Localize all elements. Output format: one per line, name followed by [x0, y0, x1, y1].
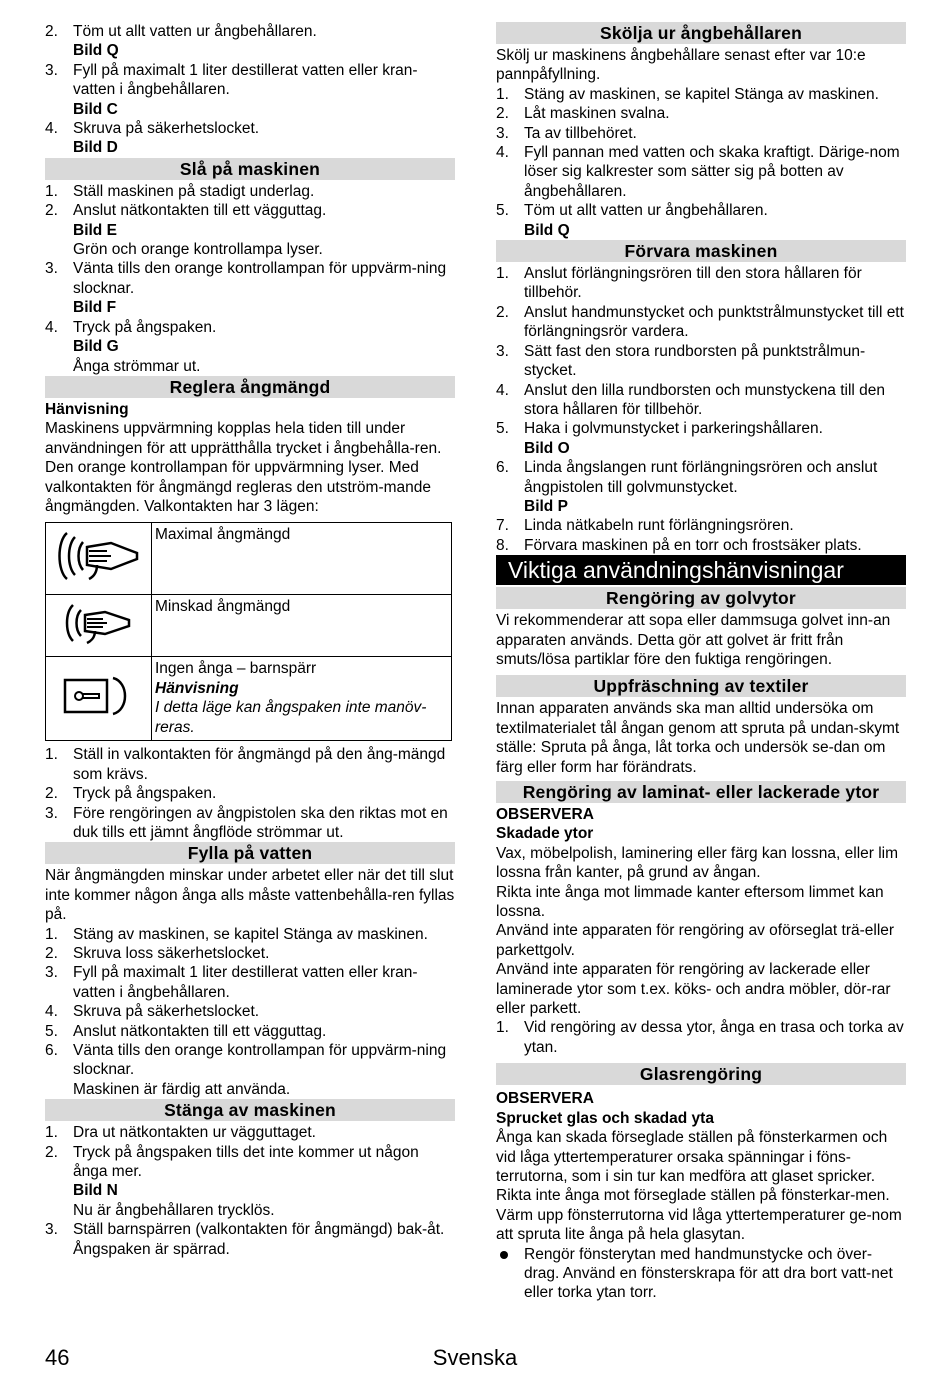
child-lock-icon	[46, 657, 152, 741]
list-item: 4. Skruva på säkerhetslocket.	[45, 1003, 260, 1021]
laminate-list	[496, 1018, 906, 1057]
bullet-item: Rengör fönsterytan med handmunstycke och över-drag. Använd en fönsterskrapa för att dra bort vatt-net eller torka ytan torr.	[496, 1245, 906, 1303]
switch-off-list	[45, 1123, 455, 1259]
list-item: 6. Linda ångslangen runt förlängningsrören och anslut ångpistolen till golvmunstycket. Bild P	[496, 459, 878, 515]
paragraph: När ångmängden minskar under arbetet eller när det till slut inte kommer någon ånga alls måste vattenbehålla-ren fyllas på.	[45, 867, 455, 924]
paragraph: Rikta inte ånga mot förseglade ställen på fönsterkar-men.	[496, 1187, 890, 1205]
reduced-steam-icon	[46, 595, 152, 657]
paragraph: Använd inte apparaten för rengöring av oförseglat trä-eller parkettgolv.	[496, 922, 895, 959]
paragraph: Rikta inte ånga mot limmade kanter eftersom limmet kan lossna.	[496, 883, 884, 921]
paragraph: Ånga kan skada förseglade ställen på fönsterkarmen och vid låga yttertemperaturer orsaka spänningar i föns-terrutorna, som i sin tur kan medföra att glaset spricker.	[496, 1129, 888, 1185]
section-heading: Glasrengöring	[496, 1063, 906, 1085]
maximal-steam-icon	[46, 523, 152, 595]
list-item: 3. Ställ barnspärren (valkontakten för ångmängd) bak-åt. Ångspaken är spärrad.	[45, 1221, 445, 1258]
mode-label: Ingen ånga – barnspärr	[155, 660, 317, 678]
section-heading: Uppfräschning av textiler	[496, 675, 906, 697]
list-item: 2. Skruva loss säkerhetslocket.	[45, 945, 270, 962]
paragraph: Skölj ur maskinens ångbehållare senast efter var 10:e pannpåfyllning.	[496, 47, 866, 84]
list-item: 1. Dra ut nätkontakten ur vägguttaget.	[45, 1124, 316, 1142]
list-item: 2. Töm ut allt vatten ur ångbehållaren. Bild Q	[45, 23, 317, 60]
list-item: 6. Vänta tills den orange kontrollampan för uppvärm-ning slocknar. Maskinen är färdig att använda.	[45, 1042, 447, 1098]
section-heading: Rengöring av laminat- eller lackerade ytor	[496, 781, 906, 803]
list-item: 1. Vid rengöring av dessa ytor, ånga en trasa och torka av ytan.	[496, 1019, 904, 1056]
list-item: 3. Sätt fast den stora rundborsten på punktstrålmun-stycket.	[496, 342, 866, 380]
warning-label: OBSERVERA	[496, 1090, 594, 1108]
refill-list	[45, 925, 455, 1100]
list-item: 1. Ställ in valkontakten för ångmängd på den ång-mängd som krävs.	[45, 746, 446, 783]
list-item: 3. Före rengöringen av ångpistolen ska den riktas mot en duk tills ett jämnt ångflöde strömmar ut.	[45, 804, 448, 841]
paragraph: Vi rekommenderar att sopa eller dammsuga golvet inn-an apparaten används. Detta gör att golvet är fritt från smuts/lösa partiklar före den fuktiga rengöringen.	[496, 612, 891, 668]
list-item: 4. Anslut den lilla rundborsten och munstyckena till den stora hållaren för tillbehör.	[496, 381, 886, 418]
section-heading: Stänga av maskinen	[45, 1099, 455, 1121]
section-heading: Fylla på vatten	[45, 842, 455, 864]
note-label: Hänvisning	[155, 679, 239, 697]
list-item: 3. Fyll på maximalt 1 liter destillerat vatten eller kran-vatten i ångbehållaren.	[45, 964, 418, 1001]
list-item: 1. Stäng av maskinen, se kapitel Stänga av maskinen.	[496, 85, 879, 103]
warning-subtitle: Sprucket glas och skadad yta	[496, 1109, 714, 1127]
list-item: 2. Tryck på ångspaken tills det inte kommer ut någon ånga mer. Bild N Nu är ångbehållaren trycklös.	[45, 1143, 419, 1219]
mode-label: Minskad ångmängd	[152, 595, 452, 657]
paragraph: Maskinens uppvärmning kopplas hela tiden till under användningen för att upprätthålla trycket i ångbehålla-ren. Den orange kontrollampan för uppvärmning lyser. Med valkontakten för ångmängd regleras den utström-mande ångmängden. Valkontakten har 3 lägen:	[45, 420, 442, 515]
list-item: 1. Anslut förlängningsrören till den stora hållaren för tillbehör.	[496, 265, 862, 302]
rinse-list	[496, 85, 906, 240]
left-column	[45, 22, 455, 1259]
section-heading: Reglera ångmängd	[45, 376, 455, 398]
list-item: 3. Vänta tills den orange kontrollampan för uppvärm-ning slocknar. Bild F	[45, 260, 447, 317]
list-item: 5. Haka i golvmunstycket i parkeringshållaren. Bild O	[496, 420, 823, 457]
paragraph: Värm upp fönsterrutorna vid låga yttertemperaturer ge-nom att spruta lite ånga på hela glasytan.	[496, 1206, 902, 1244]
list-item: 1. Stäng av maskinen, se kapitel Stänga av maskinen.	[45, 925, 428, 943]
paragraph: Vax, möbelpolish, laminering eller färg kan lossna, eller lim lossna från kanter, på grund av ångan.	[496, 844, 899, 882]
page-number: 46	[45, 1345, 70, 1370]
list-item: 2. Anslut handmunstycket och punktstrålmunstycket till ett förlängningsrör vardera.	[496, 303, 904, 341]
section-heading: Skölja ur ångbehållaren	[496, 22, 906, 44]
list-item: 4. Skruva på säkerhetslocket. Bild D	[45, 120, 260, 157]
section-heading: Slå på maskinen	[45, 158, 455, 180]
paragraph: Använd inte apparaten för rengöring av lackerade eller laminerade ytor som t.ex. köks- och andra möbler, dör-rar eller parkett.	[496, 961, 891, 1018]
storage-list	[496, 264, 906, 555]
list-item: 5. Anslut nätkontakten till ett vägguttag.	[45, 1022, 327, 1040]
list-item: 2. Tryck på ångspaken.	[45, 785, 217, 803]
note-text: I detta läge kan ångspaken inte manöv-reras.	[155, 699, 427, 736]
list-item: 3. Ta av tillbehöret.	[496, 124, 637, 142]
list-item: 4. Fyll pannan med vatten och skaka kraftigt. Därige-nom löser sig kalkrester som sätter sig på botten av ångbehållaren.	[496, 144, 900, 200]
footer-language: Svenska	[432, 1345, 518, 1370]
list-item: 7. Linda nätkabeln runt förlängningsrören.	[496, 517, 794, 535]
section-heading: Rengöring av golvytor	[496, 587, 906, 609]
paragraph: Innan apparaten används ska man alltid undersöka om textilmaterialet tål ångan genom att spruta på undan-skymt ställe: Spruta på ånga, låt torka och undersök se-dan om färg eller form har förändrats.	[496, 700, 900, 776]
note-label: Hänvisning	[45, 400, 129, 418]
mode-label: Maximal ångmängd	[152, 523, 452, 595]
section-heading: Förvara maskinen	[496, 240, 906, 262]
bullet-dot-icon	[500, 1251, 508, 1259]
main-heading: Viktiga användningshänvisningar	[496, 555, 906, 585]
list-item: 5. Töm ut allt vatten ur ångbehållaren. Bild Q	[496, 202, 768, 239]
intro-list	[45, 22, 455, 158]
list-item: 8. Förvara maskinen på en torr och frostsäker plats.	[496, 536, 862, 554]
list-item: 3. Fyll på maximalt 1 liter destillerat vatten eller kran-vatten i ångbehållaren. Bild C	[45, 61, 418, 118]
warning-subtitle: Skadade ytor	[496, 825, 594, 843]
warning-label: OBSERVERA	[496, 806, 594, 823]
list-item: 1. Ställ maskinen på stadigt underlag.	[45, 182, 315, 200]
list-item: 2. Låt maskinen svalna.	[496, 105, 670, 123]
right-column	[496, 22, 906, 1303]
switch-on-list	[45, 182, 455, 376]
steam-mode-table	[45, 522, 452, 741]
mode-cell	[152, 657, 452, 741]
list-item: 2. Anslut nätkontakten till ett vägguttag. Bild E Grön och orange kontrollampa lyser.	[45, 202, 327, 259]
steam-regulate-list	[45, 745, 455, 842]
list-item: 4. Tryck på ångspaken. Bild G Ånga strömmar ut.	[45, 318, 217, 375]
